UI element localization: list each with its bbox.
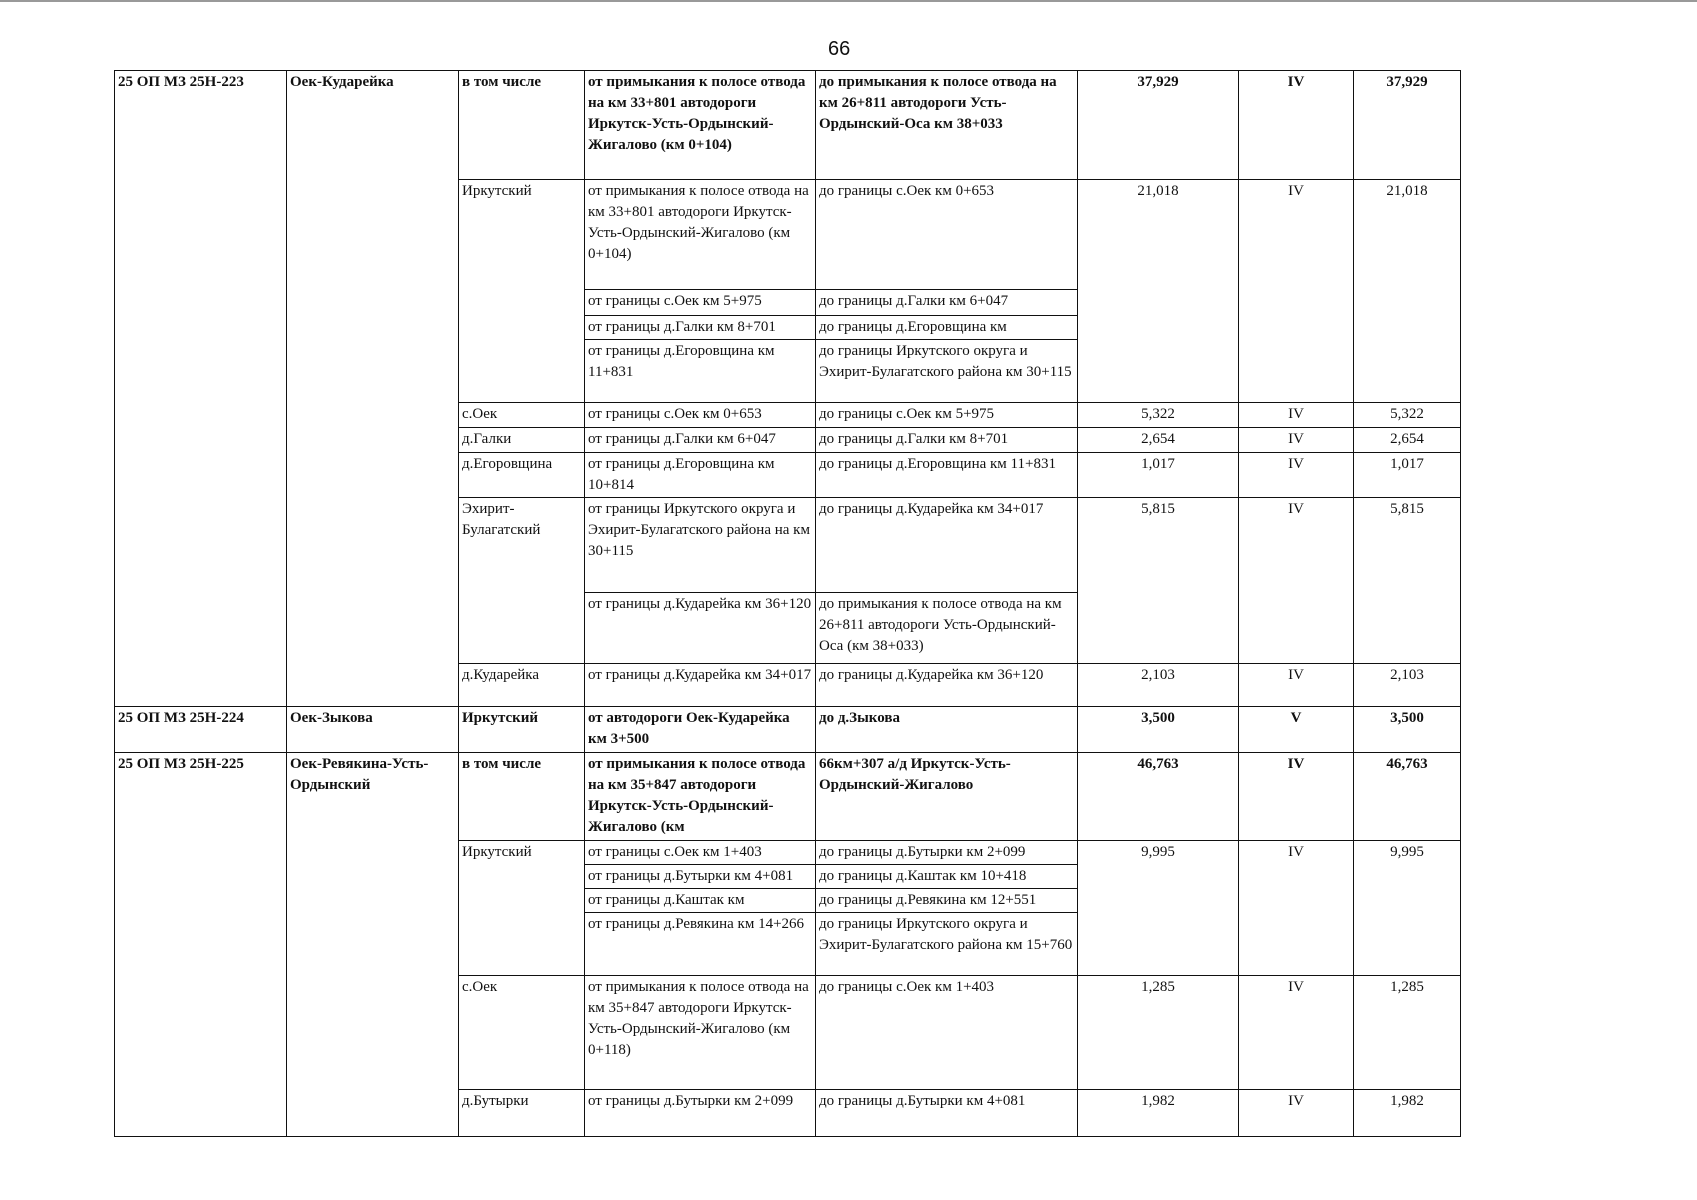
category-cell: IV [1239, 71, 1354, 180]
from-cell: от границы д.Егоровщина км 10+814 [585, 453, 816, 498]
from-cell: от границы с.Оек км 5+975 [585, 290, 816, 316]
to-cell: до границы д.Галки км 6+047 [816, 290, 1078, 316]
total-cell: 37,929 [1354, 71, 1461, 180]
total-cell: 1,285 [1354, 976, 1461, 1090]
category-cell: IV [1239, 753, 1354, 841]
category-cell: IV [1239, 1090, 1354, 1137]
road-code: 25 ОП МЗ 25Н-225 [115, 753, 287, 1137]
category-cell: IV [1239, 453, 1354, 498]
to-cell: до границы д.Егоровщина км 11+831 [816, 453, 1078, 498]
to-cell: до границы Иркутского округа и Эхирит-Булагатского района км 30+115 [816, 340, 1078, 403]
total-cell: 5,322 [1354, 403, 1461, 428]
to-cell: до границы с.Оек км 1+403 [816, 976, 1078, 1090]
road-code: 25 ОП МЗ 25Н-223 [115, 71, 287, 707]
category-cell: IV [1239, 403, 1354, 428]
length-cell: 5,322 [1078, 403, 1239, 428]
total-cell: 21,018 [1354, 180, 1461, 403]
to-cell: до границы д.Егоровщина км [816, 316, 1078, 340]
road-name: Оек-Зыкова [287, 707, 459, 753]
to-cell: до границы д.Галки км 8+701 [816, 428, 1078, 453]
from-cell: от примыкания к полосе отвода на км 35+847 автодороги Иркутск-Усть-Ордынский-Жигалово (км 0+118) [585, 976, 816, 1090]
to-cell: до д.Зыкова [816, 707, 1078, 753]
length-cell: 2,103 [1078, 664, 1239, 707]
length-cell: 37,929 [1078, 71, 1239, 180]
total-cell: 1,982 [1354, 1090, 1461, 1137]
district-cell: д.Егоровщина [459, 453, 585, 498]
length-cell: 5,815 [1078, 498, 1239, 664]
total-cell: 3,500 [1354, 707, 1461, 753]
from-cell: от границы д.Кударейка км 36+120 [585, 593, 816, 664]
district-cell: Иркутский [459, 707, 585, 753]
to-cell: до границы д.Ревякина км 12+551 [816, 889, 1078, 913]
from-cell: от границы д.Бутырки км 4+081 [585, 865, 816, 889]
district-cell: Эхирит-Булагатский [459, 498, 585, 664]
category-cell: IV [1239, 180, 1354, 403]
from-cell: от границы д.Галки км 8+701 [585, 316, 816, 340]
district-cell: с.Оек [459, 976, 585, 1090]
total-cell: 46,763 [1354, 753, 1461, 841]
category-cell: IV [1239, 841, 1354, 976]
to-cell: до границы Иркутского округа и Эхирит-Булагатского района км 15+760 [816, 913, 1078, 976]
to-cell: до границы д.Кударейка км 36+120 [816, 664, 1078, 707]
from-cell: от границы с.Оек км 0+653 [585, 403, 816, 428]
district-cell: в том числе [459, 753, 585, 841]
from-cell: от границы с.Оек км 1+403 [585, 841, 816, 865]
page-number: 66 [828, 38, 851, 60]
from-cell: от примыкания к полосе отвода на км 33+801 автодороги Иркутск-Усть-Ордынский-Жигалово (км 0+104) [585, 180, 816, 290]
from-cell: от границы д.Бутырки км 2+099 [585, 1090, 816, 1137]
to-cell: до примыкания к полосе отвода на км 26+811 автодороги Усть-Ордынский-Оса (км 38+033) [816, 593, 1078, 664]
table-row [115, 707, 1461, 753]
table-row [115, 753, 1461, 841]
to-cell: до границы с.Оек км 5+975 [816, 403, 1078, 428]
to-cell: до примыкания к полосе отвода на км 26+811 автодороги Усть-Ордынский-Оса км 38+033 [816, 71, 1078, 180]
total-cell: 2,103 [1354, 664, 1461, 707]
from-cell: от границы д.Галки км 6+047 [585, 428, 816, 453]
from-cell: от примыкания к полосе отвода на км 33+801 автодороги Иркутск-Усть-Ордынский-Жигалово (км 0+104) [585, 71, 816, 180]
district-cell: Иркутский [459, 180, 585, 403]
table-row [115, 71, 1461, 180]
district-cell: д.Бутырки [459, 1090, 585, 1137]
road-name: Оек-Кударейка [287, 71, 459, 707]
from-cell: от примыкания к полосе отвода на км 35+847 автодороги Иркутск-Усть-Ордынский-Жигалово (км [585, 753, 816, 841]
to-cell: до границы с.Оек км 0+653 [816, 180, 1078, 290]
scan-edge [0, 0, 1697, 2]
length-cell: 21,018 [1078, 180, 1239, 403]
district-cell: д.Кударейка [459, 664, 585, 707]
from-cell: от границы д.Кударейка км 34+017 [585, 664, 816, 707]
length-cell: 1,285 [1078, 976, 1239, 1090]
length-cell: 46,763 [1078, 753, 1239, 841]
length-cell: 1,017 [1078, 453, 1239, 498]
length-cell: 1,982 [1078, 1090, 1239, 1137]
total-cell: 1,017 [1354, 453, 1461, 498]
length-cell: 2,654 [1078, 428, 1239, 453]
district-cell: с.Оек [459, 403, 585, 428]
district-cell: д.Галки [459, 428, 585, 453]
from-cell: от границы д.Каштак км [585, 889, 816, 913]
to-cell: до границы д.Каштак км 10+418 [816, 865, 1078, 889]
district-cell: Иркутский [459, 841, 585, 976]
length-cell: 3,500 [1078, 707, 1239, 753]
district-cell: в том числе [459, 71, 585, 180]
category-cell: V [1239, 707, 1354, 753]
category-cell: IV [1239, 664, 1354, 707]
from-cell: от границы д.Ревякина км 14+266 [585, 913, 816, 976]
road-code: 25 ОП МЗ 25Н-224 [115, 707, 287, 753]
road-name: Оек-Ревякина-Усть-Ордынский [287, 753, 459, 1137]
roads-table [114, 70, 1461, 1137]
from-cell: от границы Иркутского округа и Эхирит-Булагатского района на км 30+115 [585, 498, 816, 593]
category-cell: IV [1239, 428, 1354, 453]
to-cell: 66км+307 а/д Иркутск-Усть-Ордынский-Жигалово [816, 753, 1078, 841]
length-cell: 9,995 [1078, 841, 1239, 976]
category-cell: IV [1239, 498, 1354, 664]
to-cell: до границы д.Бутырки км 4+081 [816, 1090, 1078, 1137]
total-cell: 9,995 [1354, 841, 1461, 976]
from-cell: от автодороги Оек-Кударейка км 3+500 [585, 707, 816, 753]
category-cell: IV [1239, 976, 1354, 1090]
to-cell: до границы д.Бутырки км 2+099 [816, 841, 1078, 865]
total-cell: 2,654 [1354, 428, 1461, 453]
to-cell: до границы д.Кударейка км 34+017 [816, 498, 1078, 593]
total-cell: 5,815 [1354, 498, 1461, 664]
from-cell: от границы д.Егоровщина км 11+831 [585, 340, 816, 403]
